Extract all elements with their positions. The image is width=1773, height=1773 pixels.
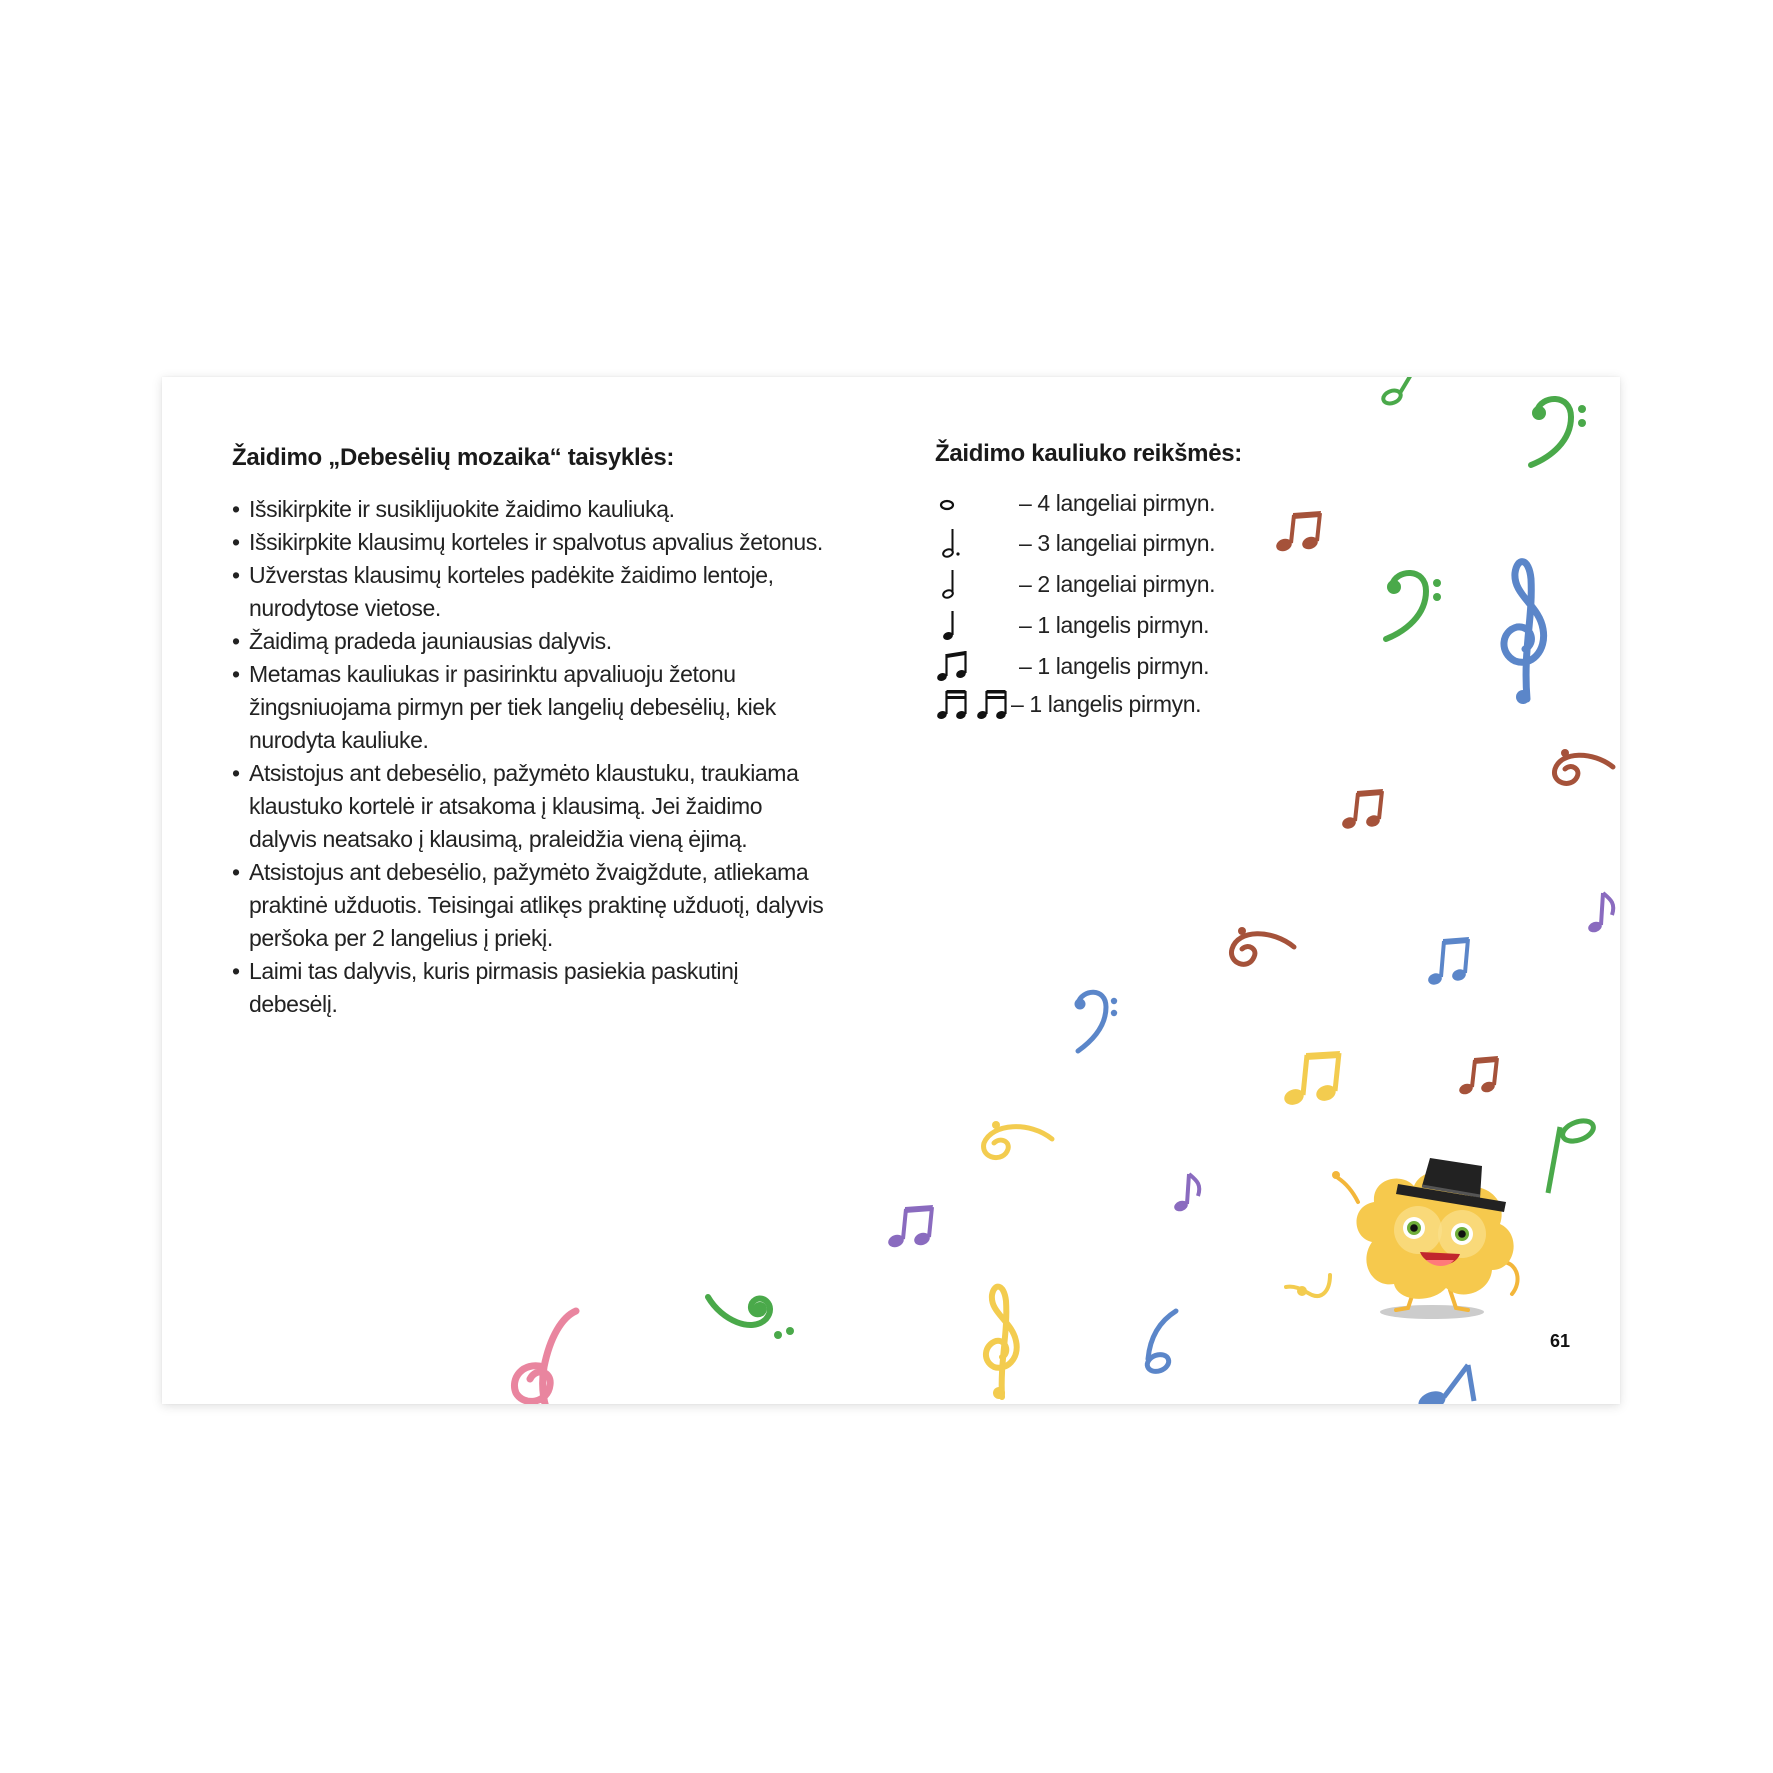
rules-title: Žaidimo „Debesėlių mozaika“ taisyklės: (232, 444, 675, 471)
dice-title: Žaidimo kauliuko reikšmės: (935, 440, 1242, 467)
dice-row-text: – 2 langeliai pirmyn. (1019, 570, 1216, 597)
treble-clef-icon (1487, 549, 1559, 713)
c-clef-swirl-icon (1222, 925, 1298, 975)
dice-row-eighth-notes (935, 648, 1209, 684)
c-clef-swirl-icon (974, 1119, 1056, 1165)
dice-row-sixteenth-notes (935, 686, 1201, 722)
rule-item: • Atsistojus ant debesėlio, pažymėto klaustuku, traukiama klaustuko kortelė ir atsakoma į klausimą. Jei žaidimo dalyvis neatsako į klausimą, praleidžia vieną ėjimą. (232, 757, 832, 856)
c-clef-swirl-icon (1547, 747, 1617, 793)
dice-row-whole-note (935, 485, 1215, 521)
rule-item: • Laimi tas dalyvis, kuris pirmasis pasiekia paskutinį debesėlį. (232, 955, 832, 1021)
page-number: 61 (1550, 1331, 1571, 1351)
whole-note-icon (935, 485, 1019, 521)
dice-row-text: – 1 langelis pirmyn. (1011, 690, 1202, 717)
eighth-notes-icon (1458, 1055, 1502, 1099)
book-page (162, 377, 1620, 1404)
dice-row-quarter-note (935, 607, 1209, 643)
eighth-notes-icon (1340, 787, 1388, 835)
half-note-icon (935, 566, 1019, 602)
dice-row-text: – 1 langelis pirmyn. (1019, 611, 1210, 638)
beamed-eighth-notes-icon (935, 648, 1019, 684)
quarter-note-icon (935, 607, 1019, 643)
eighth-note-icon (1586, 889, 1620, 937)
eighth-notes-icon (1274, 509, 1326, 557)
dice-row-half-note (935, 566, 1215, 602)
half-note-icon (1372, 377, 1422, 413)
bass-clef-icon (1527, 391, 1589, 469)
treble-clef-icon (502, 1307, 590, 1404)
sixteenth-note-icon (1136, 1307, 1184, 1379)
eighth-note-icon (1172, 1170, 1206, 1216)
dice-row-text: – 4 langeliai pirmyn. (1019, 489, 1216, 516)
eighth-notes-icon (1282, 1049, 1350, 1111)
treble-clef-icon (972, 1277, 1030, 1404)
bass-clef-icon (704, 1287, 794, 1349)
rules-list (232, 493, 832, 1021)
cloud-mascot-illustration (1322, 1142, 1552, 1322)
eighth-notes-icon (886, 1203, 942, 1253)
bass-clef-icon (1070, 985, 1118, 1055)
rule-item: • Atsistojus ant debesėlio, pažymėto žvaigždute, atliekama praktinė užduotis. Teisingai atlikęs praktinę užduotį, dalyvis peršoka per 2 langelius į priekį. (232, 856, 832, 955)
eighth-notes-icon (1426, 935, 1474, 991)
dice-row-text: – 3 langeliai pirmyn. (1019, 529, 1216, 556)
bass-clef-icon (1382, 565, 1444, 643)
rule-item: • Išsikirpkite ir susiklijuokite žaidimo kauliuką. (232, 493, 832, 526)
rule-item: • Žaidimą pradeda jauniausias dalyvis. (232, 625, 832, 658)
rule-item: • Išsikirpkite klausimų korteles ir spalvotus apvalius žetonus. (232, 526, 832, 559)
rule-item: • Užverstas klausimų korteles padėkite žaidimo lentoje, nurodytose vietose. (232, 559, 832, 625)
dice-row-dotted-half-note (935, 525, 1215, 561)
rule-item: • Metamas kauliukas ir pasirinktu apvaliuoju žetonu žingsniuojama pirmyn per tiek langelių debesėlių, kiek nurodyta kauliuke. (232, 658, 832, 757)
eighth-note-icon (1412, 1361, 1492, 1404)
dice-row-text: – 1 langelis pirmyn. (1019, 652, 1210, 679)
beamed-sixteenth-notes-pair-icon (935, 686, 1019, 722)
dotted-half-note-icon (935, 525, 1019, 561)
